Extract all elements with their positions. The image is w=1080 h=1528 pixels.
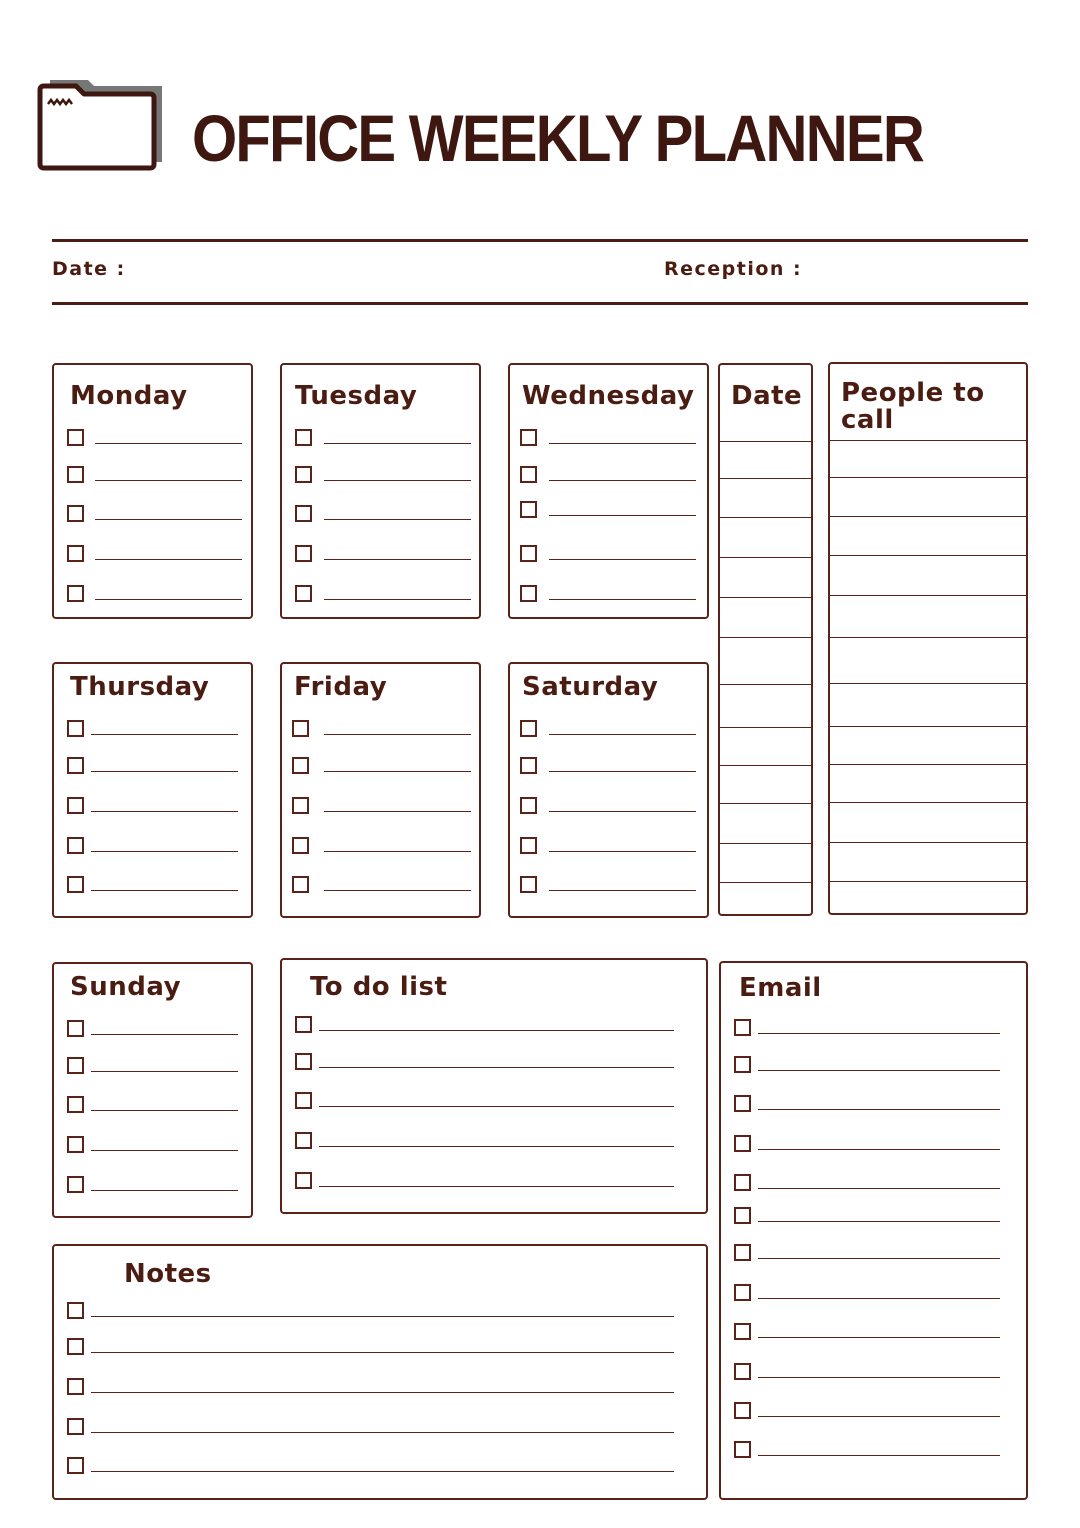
wednesday-write-line[interactable] — [549, 515, 696, 516]
email-task-row — [734, 1056, 1000, 1076]
notes-write-line[interactable] — [91, 1432, 674, 1433]
header-top-rule — [52, 239, 1028, 242]
todo-task-row — [295, 1172, 674, 1192]
email-task-row — [734, 1095, 1000, 1115]
friday-write-line[interactable] — [324, 771, 471, 772]
email-checkbox[interactable] — [734, 1402, 751, 1419]
email-task-row — [734, 1284, 1000, 1304]
wednesday-task-row — [520, 466, 696, 486]
notes-checkbox[interactable] — [67, 1418, 84, 1435]
notes-checkbox[interactable] — [67, 1302, 84, 1319]
thursday-task-row — [67, 797, 238, 817]
email-task-row — [734, 1441, 1000, 1461]
people-to-call-entry-line[interactable] — [830, 842, 1026, 843]
wednesday-write-line[interactable] — [549, 443, 696, 444]
thursday-task-row — [67, 876, 238, 896]
wednesday-title: Wednesday — [522, 381, 695, 411]
monday-write-line[interactable] — [95, 443, 242, 444]
wednesday-checkbox[interactable] — [520, 585, 537, 602]
sunday-task-row — [67, 1176, 238, 1196]
wednesday-checkbox[interactable] — [520, 429, 537, 446]
notes-checkbox[interactable] — [67, 1338, 84, 1355]
monday-write-line[interactable] — [95, 599, 242, 600]
wednesday-checkbox[interactable] — [520, 466, 537, 483]
date-column-entry-line[interactable] — [720, 597, 811, 598]
thursday-checkbox[interactable] — [67, 837, 84, 854]
email-task-row — [734, 1174, 1000, 1194]
page-title: OFFICE WEEKLY PLANNER — [192, 101, 924, 175]
notes-checkbox[interactable] — [67, 1457, 84, 1474]
email-title: Email — [739, 973, 822, 1003]
friday-checkbox[interactable] — [292, 837, 309, 854]
saturday-task-row — [520, 837, 696, 857]
sunday-checkbox[interactable] — [67, 1096, 84, 1113]
email-write-line[interactable] — [758, 1377, 1000, 1378]
email-task-row — [734, 1402, 1000, 1422]
email-write-line[interactable] — [758, 1188, 1000, 1189]
email-checkbox[interactable] — [734, 1135, 751, 1152]
email-checkbox[interactable] — [734, 1207, 751, 1224]
email-task-row — [734, 1019, 1000, 1039]
email-task-row — [734, 1363, 1000, 1383]
tuesday-write-line[interactable] — [324, 443, 471, 444]
wednesday-box — [508, 363, 709, 619]
sunday-task-row — [67, 1096, 238, 1116]
tuesday-task-row — [295, 505, 471, 525]
email-write-line[interactable] — [758, 1416, 1000, 1417]
todo-checkbox[interactable] — [295, 1092, 312, 1109]
wednesday-write-line[interactable] — [549, 599, 696, 600]
todo-write-line[interactable] — [319, 1106, 674, 1107]
folder-icon — [36, 76, 168, 172]
saturday-task-row — [520, 876, 696, 896]
todo-task-row — [295, 1132, 674, 1152]
date-label: Date : — [52, 258, 126, 280]
people-to-call-box — [828, 362, 1028, 915]
monday-box — [52, 363, 253, 619]
monday-task-row — [67, 466, 242, 486]
people-to-call-entry-line[interactable] — [830, 555, 1026, 556]
todo-checkbox[interactable] — [295, 1016, 312, 1033]
notes-title: Notes — [124, 1259, 212, 1289]
email-write-line[interactable] — [758, 1109, 1000, 1110]
email-write-line[interactable] — [758, 1298, 1000, 1299]
tuesday-checkbox[interactable] — [295, 505, 312, 522]
email-checkbox[interactable] — [734, 1284, 751, 1301]
tuesday-write-line[interactable] — [324, 559, 471, 560]
todo-write-line[interactable] — [319, 1030, 674, 1031]
thursday-write-line[interactable] — [91, 771, 238, 772]
notes-task-row — [67, 1302, 674, 1322]
saturday-write-line[interactable] — [549, 771, 696, 772]
saturday-write-line[interactable] — [549, 890, 696, 891]
people-to-call-entry-line[interactable] — [830, 802, 1026, 803]
email-checkbox[interactable] — [734, 1174, 751, 1191]
notes-task-row — [67, 1378, 674, 1398]
friday-checkbox[interactable] — [292, 720, 309, 737]
thursday-task-row — [67, 720, 238, 740]
email-checkbox[interactable] — [734, 1095, 751, 1112]
date-column-entry-line[interactable] — [720, 637, 811, 638]
todo-write-line[interactable] — [319, 1067, 674, 1068]
email-write-line[interactable] — [758, 1337, 1000, 1338]
tuesday-box — [280, 363, 481, 619]
sunday-task-row — [67, 1020, 238, 1040]
date-column-entry-line[interactable] — [720, 441, 811, 442]
saturday-task-row — [520, 757, 696, 777]
date-column-entry-line[interactable] — [720, 882, 811, 883]
todo-title: To do list — [310, 972, 448, 1002]
friday-write-line[interactable] — [324, 890, 471, 891]
monday-checkbox[interactable] — [67, 429, 84, 446]
tuesday-task-row — [295, 545, 471, 565]
wednesday-task-row — [520, 545, 696, 565]
todo-task-row — [295, 1053, 674, 1073]
friday-title: Friday — [294, 672, 388, 702]
wednesday-checkbox[interactable] — [520, 501, 537, 518]
email-checkbox[interactable] — [734, 1056, 751, 1073]
thursday-write-line[interactable] — [91, 890, 238, 891]
reception-label: Reception : — [664, 258, 803, 280]
todo-task-row — [295, 1092, 674, 1112]
sunday-write-line[interactable] — [91, 1150, 238, 1151]
notes-write-line[interactable] — [91, 1352, 674, 1353]
wednesday-task-row — [520, 585, 696, 605]
tuesday-task-row — [295, 585, 471, 605]
saturday-checkbox[interactable] — [520, 876, 537, 893]
notes-write-line[interactable] — [91, 1316, 674, 1317]
email-write-line[interactable] — [758, 1258, 1000, 1259]
sunday-write-line[interactable] — [91, 1190, 238, 1191]
date-column-entry-line[interactable] — [720, 727, 811, 728]
email-task-row — [734, 1244, 1000, 1264]
saturday-write-line[interactable] — [549, 851, 696, 852]
date-column-entry-line[interactable] — [720, 765, 811, 766]
people-to-call-entry-line[interactable] — [830, 881, 1026, 882]
sunday-checkbox[interactable] — [67, 1057, 84, 1074]
tuesday-task-row — [295, 466, 471, 486]
email-checkbox[interactable] — [734, 1244, 751, 1261]
people-to-call-entry-line[interactable] — [830, 595, 1026, 596]
tuesday-write-line[interactable] — [324, 599, 471, 600]
saturday-checkbox[interactable] — [520, 837, 537, 854]
wednesday-checkbox[interactable] — [520, 545, 537, 562]
tuesday-task-row — [295, 429, 471, 449]
friday-task-row — [292, 837, 471, 857]
todo-write-line[interactable] — [319, 1146, 674, 1147]
notes-write-line[interactable] — [91, 1392, 674, 1393]
sunday-checkbox[interactable] — [67, 1136, 84, 1153]
friday-write-line[interactable] — [324, 811, 471, 812]
saturday-write-line[interactable] — [549, 734, 696, 735]
email-write-line[interactable] — [758, 1455, 1000, 1456]
date-column-box — [718, 363, 813, 916]
wednesday-task-row — [520, 501, 696, 521]
monday-task-row — [67, 429, 242, 449]
tuesday-write-line[interactable] — [324, 519, 471, 520]
notes-checkbox[interactable] — [67, 1378, 84, 1395]
thursday-checkbox[interactable] — [67, 876, 84, 893]
date-column-entry-line[interactable] — [720, 803, 811, 804]
tuesday-checkbox[interactable] — [295, 585, 312, 602]
friday-task-row — [292, 876, 471, 896]
thursday-title: Thursday — [70, 672, 210, 702]
friday-checkbox[interactable] — [292, 797, 309, 814]
notes-write-line[interactable] — [91, 1471, 674, 1472]
monday-task-row — [67, 505, 242, 525]
todo-checkbox[interactable] — [295, 1132, 312, 1149]
sunday-checkbox[interactable] — [67, 1176, 84, 1193]
friday-task-row — [292, 797, 471, 817]
friday-write-line[interactable] — [324, 851, 471, 852]
saturday-checkbox[interactable] — [520, 720, 537, 737]
sunday-title: Sunday — [70, 972, 182, 1002]
tuesday-write-line[interactable] — [324, 480, 471, 481]
thursday-task-row — [67, 837, 238, 857]
tuesday-checkbox[interactable] — [295, 545, 312, 562]
saturday-checkbox[interactable] — [520, 797, 537, 814]
saturday-write-line[interactable] — [549, 811, 696, 812]
saturday-task-row — [520, 720, 696, 740]
email-checkbox[interactable] — [734, 1323, 751, 1340]
notes-task-row — [67, 1457, 674, 1477]
email-task-row — [734, 1135, 1000, 1155]
sunday-write-line[interactable] — [91, 1071, 238, 1072]
monday-task-row — [67, 545, 242, 565]
date-column-entry-line[interactable] — [720, 478, 811, 479]
thursday-write-line[interactable] — [91, 811, 238, 812]
people-to-call-entry-line[interactable] — [830, 637, 1026, 638]
thursday-checkbox[interactable] — [67, 720, 84, 737]
date-column-entry-line[interactable] — [720, 843, 811, 844]
friday-checkbox[interactable] — [292, 757, 309, 774]
date-column-entry-line[interactable] — [720, 684, 811, 685]
todo-checkbox[interactable] — [295, 1053, 312, 1070]
email-write-line[interactable] — [758, 1070, 1000, 1071]
email-write-line[interactable] — [758, 1149, 1000, 1150]
thursday-checkbox[interactable] — [67, 757, 84, 774]
todo-task-row — [295, 1016, 674, 1036]
people-to-call-entry-line[interactable] — [830, 516, 1026, 517]
people-to-call-entry-line[interactable] — [830, 764, 1026, 765]
saturday-task-row — [520, 797, 696, 817]
email-task-row — [734, 1207, 1000, 1227]
monday-task-row — [67, 585, 242, 605]
sunday-checkbox[interactable] — [67, 1020, 84, 1037]
email-checkbox[interactable] — [734, 1441, 751, 1458]
sunday-task-row — [67, 1136, 238, 1156]
monday-write-line[interactable] — [95, 559, 242, 560]
people-to-call-title: People to call — [841, 378, 985, 436]
todo-checkbox[interactable] — [295, 1172, 312, 1189]
date-column-entry-line[interactable] — [720, 557, 811, 558]
date-column-title: Date — [731, 381, 803, 411]
people-to-call-entry-line[interactable] — [830, 683, 1026, 684]
wednesday-write-line[interactable] — [549, 559, 696, 560]
email-write-line[interactable] — [758, 1033, 1000, 1034]
sunday-task-row — [67, 1057, 238, 1077]
saturday-checkbox[interactable] — [520, 757, 537, 774]
sunday-write-line[interactable] — [91, 1110, 238, 1111]
people-to-call-entry-line[interactable] — [830, 726, 1026, 727]
monday-checkbox[interactable] — [67, 545, 84, 562]
saturday-title: Saturday — [522, 672, 659, 702]
email-checkbox[interactable] — [734, 1363, 751, 1380]
todo-write-line[interactable] — [319, 1186, 674, 1187]
notes-task-row — [67, 1418, 674, 1438]
friday-task-row — [292, 757, 471, 777]
monday-write-line[interactable] — [95, 519, 242, 520]
date-column-entry-line[interactable] — [720, 517, 811, 518]
monday-write-line[interactable] — [95, 480, 242, 481]
header-bottom-rule — [52, 302, 1028, 305]
thursday-checkbox[interactable] — [67, 797, 84, 814]
monday-checkbox[interactable] — [67, 466, 84, 483]
monday-checkbox[interactable] — [67, 585, 84, 602]
friday-checkbox[interactable] — [292, 876, 309, 893]
email-task-row — [734, 1323, 1000, 1343]
monday-title: Monday — [70, 381, 188, 411]
people-to-call-entry-line[interactable] — [830, 477, 1026, 478]
thursday-task-row — [67, 757, 238, 777]
tuesday-title: Tuesday — [295, 381, 418, 411]
monday-checkbox[interactable] — [67, 505, 84, 522]
thursday-write-line[interactable] — [91, 734, 238, 735]
notes-task-row — [67, 1338, 674, 1358]
wednesday-write-line[interactable] — [549, 480, 696, 481]
friday-write-line[interactable] — [324, 734, 471, 735]
people-to-call-entry-line[interactable] — [830, 440, 1026, 441]
sunday-write-line[interactable] — [91, 1034, 238, 1035]
wednesday-task-row — [520, 429, 696, 449]
tuesday-checkbox[interactable] — [295, 429, 312, 446]
friday-task-row — [292, 720, 471, 740]
email-write-line[interactable] — [758, 1221, 1000, 1222]
tuesday-checkbox[interactable] — [295, 466, 312, 483]
email-checkbox[interactable] — [734, 1019, 751, 1036]
thursday-write-line[interactable] — [91, 851, 238, 852]
